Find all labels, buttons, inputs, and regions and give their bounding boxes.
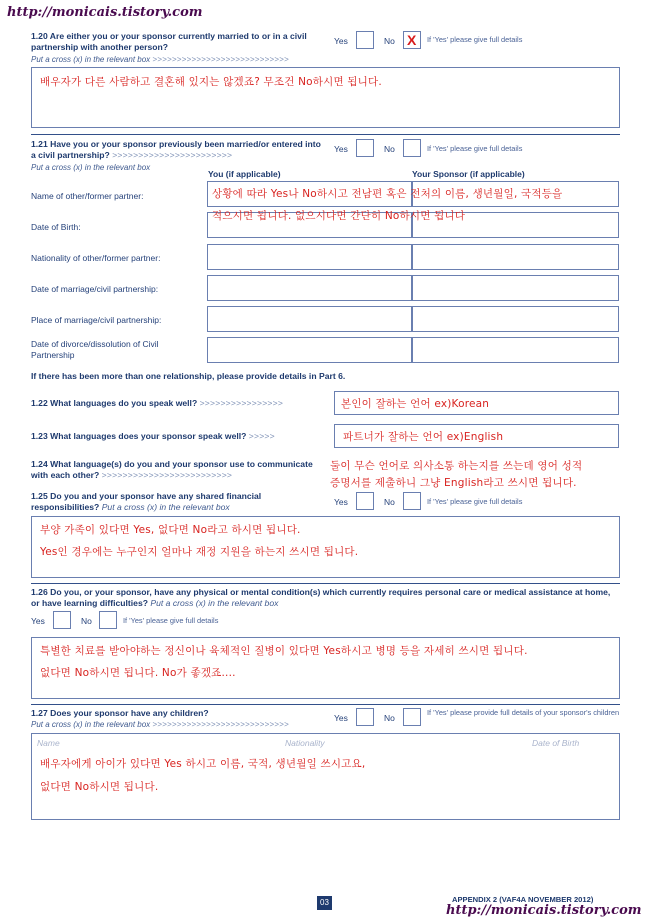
row-label-nationality: Nationality of other/former partner: <box>31 253 161 263</box>
row-label-divorce-date: Date of divorce/dissolution of Civil Partnership <box>31 339 159 360</box>
q125-no-checkbox[interactable] <box>403 492 421 510</box>
q121-handwritten-note-line1: 상황에 따라 Yes나 No하시고 전남편 혹은 전처의 이름, 생년월일, 국적등을 <box>212 188 563 200</box>
sponsor-marriage-date-field[interactable] <box>412 275 619 301</box>
q121-no-label: No <box>384 144 395 154</box>
more-relationships-note: If there has been more than one relationship, please provide details in Part 6. <box>31 371 346 381</box>
you-nationality-field[interactable] <box>207 244 412 270</box>
q125-yes-checkbox[interactable] <box>356 492 374 510</box>
q121-cross-instruction: Put a cross (x) in the relevant box <box>31 163 151 172</box>
q127-no-checkbox[interactable] <box>403 708 421 726</box>
q120-handwritten-note: 배우자가 다른 사람하고 결혼해 있지는 않겠죠? 무조건 No하시면 됩니다. <box>40 76 382 88</box>
row-label-marriage-date: Date of marriage/civil partnership: <box>31 284 159 294</box>
col-nationality-header: Nationality <box>285 738 325 748</box>
row-label-marriage-place: Place of marriage/civil partnership: <box>31 315 162 325</box>
q121-if-yes: If 'Yes' please give full details <box>427 144 523 153</box>
q125-handwritten-note-line1: 부양 가족이 있다면 Yes, 없다면 No라고 하시면 됩니다. <box>40 524 301 536</box>
q124-handwritten-note-line1: 둘이 무슨 언어로 의사소통 하는지를 쓰는데 영어 성적 <box>330 460 583 472</box>
sponsor-nationality-field[interactable] <box>412 244 619 270</box>
col-dob-header: Date of Birth <box>532 738 580 748</box>
row-label-dob: Date of Birth: <box>31 222 81 232</box>
q122-handwritten-note: 본인이 잘하는 언어 ex)Korean <box>341 398 490 410</box>
q120-question: 1.20 Are either you or your sponsor currently married to or in a civil partnership with another person? <box>31 31 307 52</box>
q126-yes-label: Yes <box>31 616 45 626</box>
sponsor-marriage-place-field[interactable] <box>412 306 619 332</box>
q121-handwritten-note-line2: 적으시면 됩니다. 없으시다면 간단히 No하시면 됩니다 <box>212 210 466 222</box>
q126-handwritten-note-line1: 특별한 치료를 받아야하는 정신이나 육체적인 질병이 있다면 Yes하시고 병명 등을 자세히 쓰시면 됩니다. <box>40 645 528 657</box>
q127-yes-label: Yes <box>334 713 348 723</box>
q120-yes-checkbox[interactable] <box>356 31 374 49</box>
you-marriage-date-field[interactable] <box>207 275 412 301</box>
divider <box>31 704 620 705</box>
q122-question: 1.22 What languages do you speak well? >>>>>>>>>>>>>>>> <box>31 398 284 408</box>
q127-question: 1.27 Does your sponsor have any children? <box>31 708 209 718</box>
col-name-header: Name <box>37 738 60 748</box>
q125-question: 1.25 Do you and your sponsor have any shared financial responsibilities? Put a cross (x) in the relevant box <box>31 491 262 512</box>
q121-question: 1.21 Have you or your sponsor previously been married/or entered into a civil partnership? >>>>>>>>>>>>>>>>>>>>>>> <box>31 139 321 160</box>
watermark-bottom: http://monicais.tistory.com <box>446 903 642 918</box>
divider <box>31 583 620 584</box>
q125-if-yes: If 'Yes' please give full details <box>427 497 523 506</box>
q120-if-yes: If 'Yes' please give full details <box>427 35 523 44</box>
q126-handwritten-note-line2: 없다면 No하시면 됩니다. No가 좋겠죠.... <box>40 667 236 679</box>
row-label-partner-name: Name of other/former partner: <box>31 191 144 201</box>
q120-yes-label: Yes <box>334 36 348 46</box>
col-you-header: You (if applicable) <box>208 169 281 179</box>
appendix-label: APPENDIX 2 (VAF4A NOVEMBER 2012) <box>452 895 594 904</box>
q121-yes-checkbox[interactable] <box>356 139 374 157</box>
q127-handwritten-note-line2: 없다면 No하시면 됩니다. <box>40 781 159 793</box>
q121-no-checkbox[interactable] <box>403 139 421 157</box>
q127-handwritten-note-line1: 배우자에게 아이가 있다면 Yes 하시고 이름, 국적, 생년월일 쓰시고요, <box>40 758 366 770</box>
page-number: 03 <box>317 896 332 910</box>
cross-mark: X <box>407 32 417 48</box>
q126-no-label: No <box>81 616 92 626</box>
q124-question: 1.24 What language(s) do you and your sponsor use to communicate with each other? >>>>>>>>>>>>>>>>>>>>>>>>> <box>31 459 313 480</box>
col-sponsor-header: Your Sponsor (if applicable) <box>412 169 525 179</box>
q120-cross-instruction: Put a cross (x) in the relevant box >>>>>>>>>>>>>>>>>>>>>>>>>>>> <box>31 55 289 64</box>
q126-question: 1.26 Do you, or your sponsor, have any physical or mental condition(s) which currently requires personal care or medical assistance at home, or have learning difficulties? Put a cross (x) in the relevant box <box>31 587 611 608</box>
q120-no-label: No <box>384 36 395 46</box>
you-marriage-place-field[interactable] <box>207 306 412 332</box>
q123-handwritten-note: 파트너가 잘하는 언어 ex)English <box>343 431 504 443</box>
q120-no-checkbox[interactable] <box>403 31 421 49</box>
q126-yes-checkbox[interactable] <box>53 611 71 629</box>
q126-if-yes: If 'Yes' please give full details <box>123 616 219 625</box>
you-divorce-date-field[interactable] <box>207 337 412 363</box>
q123-question: 1.23 What languages does your sponsor speak well? >>>>> <box>31 431 275 441</box>
divider <box>31 134 620 135</box>
q121-yes-label: Yes <box>334 144 348 154</box>
q125-yes-label: Yes <box>334 497 348 507</box>
watermark-top: http://monicais.tistory.com <box>7 5 203 20</box>
q127-no-label: No <box>384 713 395 723</box>
q125-handwritten-note-line2: Yes인 경우에는 누구인지 얼마나 재정 지원을 하는지 쓰시면 됩니다. <box>40 546 359 558</box>
q127-yes-checkbox[interactable] <box>356 708 374 726</box>
q124-handwritten-note-line2: 증명서를 제출하니 그냥 English라고 쓰시면 됩니다. <box>330 477 577 489</box>
q126-no-checkbox[interactable] <box>99 611 117 629</box>
sponsor-divorce-date-field[interactable] <box>412 337 619 363</box>
q127-if-yes: If 'Yes' please provide full details of your sponsor's children <box>427 708 620 717</box>
q127-cross-instruction: Put a cross (x) in the relevant box >>>>>>>>>>>>>>>>>>>>>>>>>>>> <box>31 720 289 729</box>
q125-no-label: No <box>384 497 395 507</box>
